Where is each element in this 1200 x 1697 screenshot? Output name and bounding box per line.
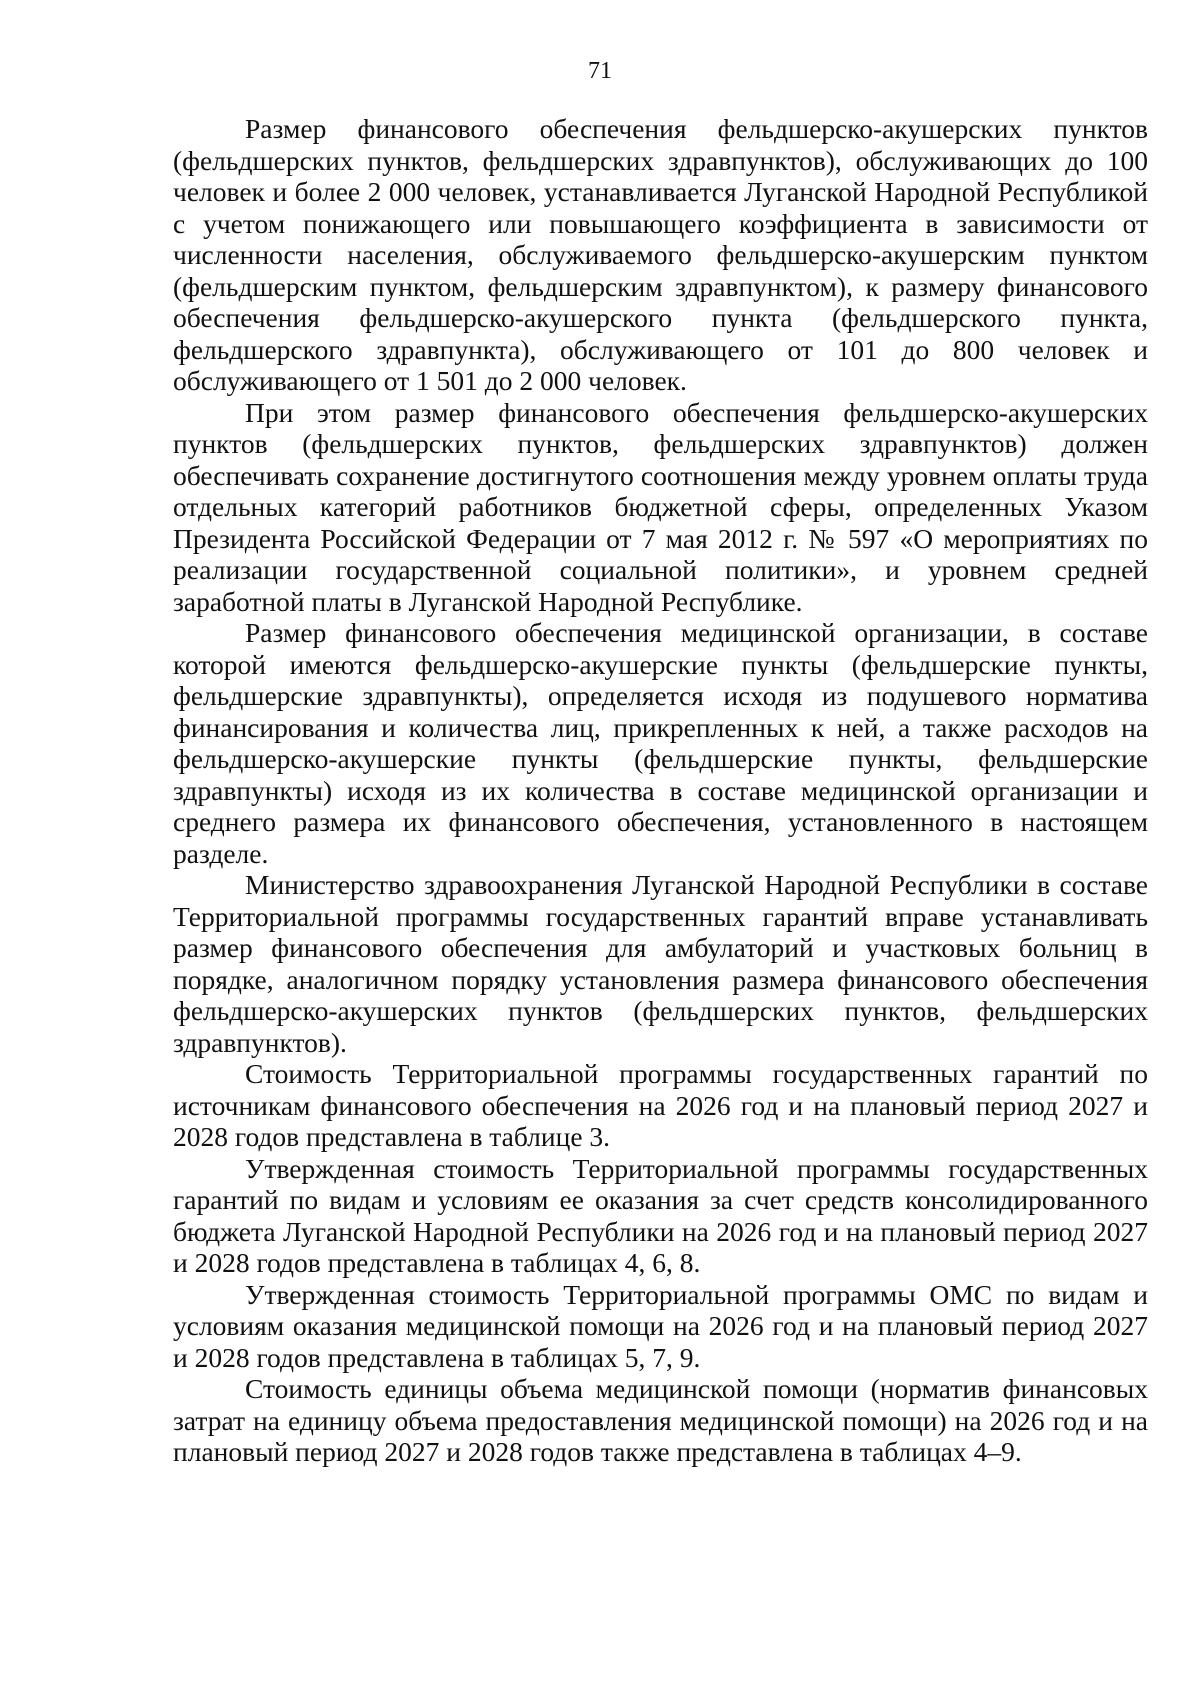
paragraph-approved-cost-oms: Утвержденная стоимость Территориальной программы ОМС по видам и условиям оказания медицинской помощи на 2026 год и на плановый период 2027 и 2028 годов представлена в таблицах 5, 7, 9. bbox=[173, 1278, 1148, 1373]
paragraph-ministry-authority: Министерство здравоохранения Луганской Народной Республики в составе Территориальной программы государственных гарантий вправе устанавливать размер финансового обеспечения для амбулаторий и участковых больниц в порядке, аналогичном порядку установления размера финансового обеспечения фельдшерско-акушерских пунктов (фельдшерских пунктов, фельдшерских здравпунктов). bbox=[173, 869, 1148, 1058]
paragraph-organization-funding: Размер финансового обеспечения медицинской организации, в составе которой имеются фельдшерско-акушерские пункты (фельдшерские пункты, фельдшерские здравпункты), определяется исходя из подушевого норматива финансирования и количества лиц, прикрепленных к ней, а также расходов на фельдшерско-акушерские пункты (фельдшерские пункты, фельдшерские здравпункты) исходя из их количества в составе медицинской организации и среднего размера их финансового обеспечения, установленного в настоящем разделе. bbox=[173, 617, 1148, 869]
paragraph-fap-funding-size: Размер финансового обеспечения фельдшерско-акушерских пунктов (фельдшерских пунктов, фельдшерских здравпунктов), обслуживающих до 100 человек и более 2 000 человек, устанавливается Луганской Народной Республикой с учетом понижающего или повышающего коэффициента в зависимости от численности населения, обслуживаемого фельдшерско-акушерским пунктом (фельдшерским пунктом, фельдшерским здравпунктом), к размеру финансового обеспечения фельдшерско-акушерского пункта (фельдшерского пункта, фельдшерского здравпункта), обслуживающего от 101 до 800 человек и обслуживающего от 1 501 до 2 000 человек. bbox=[173, 113, 1148, 396]
paragraph-unit-cost: Стоимость единицы объема медицинской помощи (норматив финансовых затрат на единицу объема предоставления медицинской помощи) на 2026 год и на плановый период 2027 и 2028 годов также представлена в таблицах 4–9. bbox=[173, 1373, 1148, 1467]
paragraph-approved-cost-budget: Утвержденная стоимость Территориальной программы государственных гарантий по видам и условиям ее оказания за счет средств консолидированного бюджета Луганской Народной Республики на 2026 год и на плановый период 2027 и 2028 годов представлена в таблицах 4, 6, 8. bbox=[173, 1152, 1148, 1278]
paragraph-program-cost-table-3: Стоимость Территориальной программы государственных гарантий по источникам финансового обеспечения на 2026 год и на плановый период 2027 и 2028 годов представлена в таблице 3. bbox=[173, 1058, 1148, 1152]
paragraph-salary-ratio: При этом размер финансового обеспечения фельдшерско-акушерских пунктов (фельдшерских пунктов, фельдшерских здравпунктов) должен обеспечивать сохранение достигнутого соотношения между уровнем оплаты труда отдельных категорий работников бюджетной сферы, определенных Указом Президента Российской Федерации от 7 мая 2012 г. № 597 «О мероприятиях по реализации государственной социальной политики», и уровнем средней заработной платы в Луганской Народной Республике. bbox=[173, 396, 1148, 617]
page-number: 71 bbox=[588, 58, 612, 84]
body-text bbox=[173, 113, 1148, 1468]
